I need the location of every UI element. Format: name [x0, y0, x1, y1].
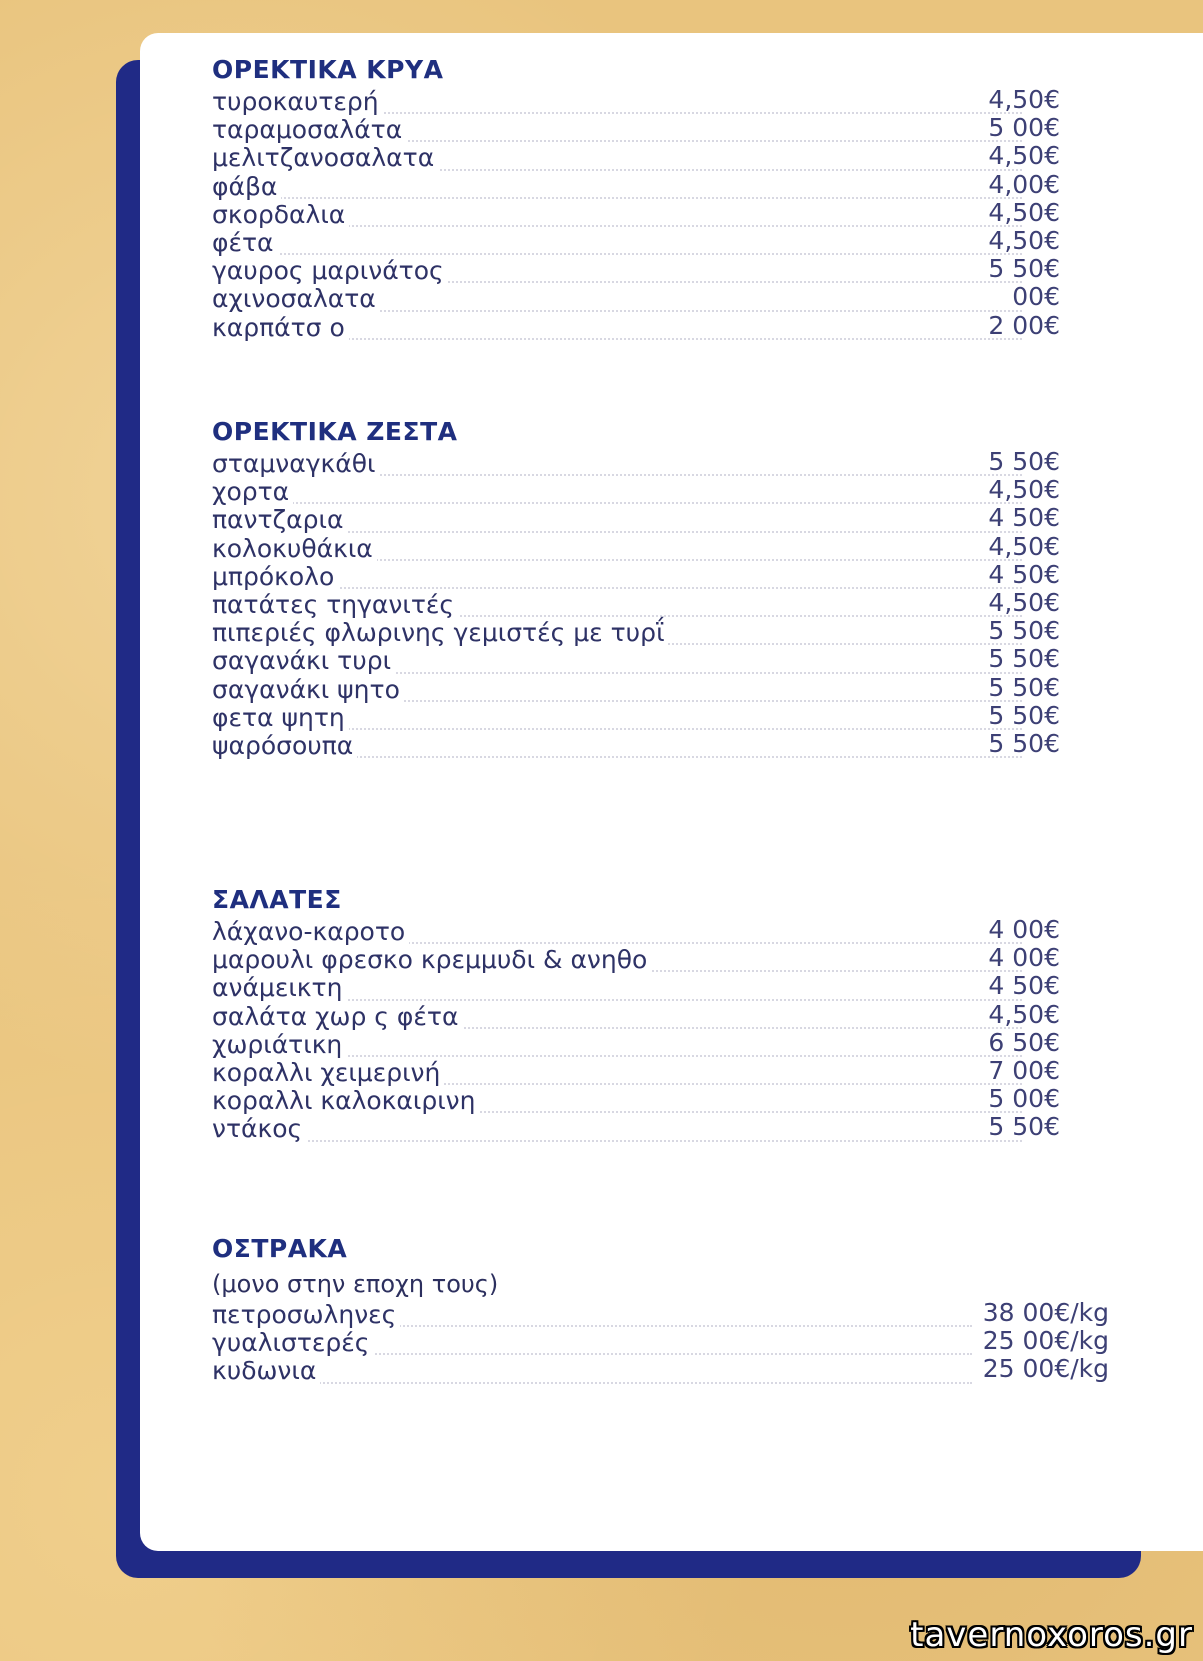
item-price: 38 00€/kg — [982, 1298, 1109, 1327]
item-price: 6 50€ — [988, 1027, 1060, 1057]
item-price: 4 50€ — [988, 559, 1060, 589]
menu-item — [212, 644, 1112, 676]
item-price: 00€ — [1012, 282, 1060, 312]
item-price: 4 50€ — [988, 503, 1060, 533]
item-name: ανάμεικτη — [212, 974, 346, 1002]
item-price: 25 00€/kg — [982, 1354, 1109, 1384]
section-hot-appetizers — [212, 414, 1112, 760]
menu-item — [212, 531, 1112, 563]
item-name: κοραλλι καλοκαιρινη — [212, 1087, 480, 1115]
item-price: 5 50€ — [988, 700, 1060, 730]
menu-item — [212, 672, 1112, 704]
menu-items — [212, 85, 1112, 342]
menu-item — [212, 475, 1112, 507]
dot-leader — [212, 502, 1022, 504]
menu-item — [212, 447, 1112, 478]
season-note: (μονο στην εποχη τους) — [212, 1270, 499, 1298]
section-shellfish — [212, 1231, 1112, 1386]
item-price: 5 50€ — [988, 254, 1060, 284]
item-name: σαγανάκι τυρι — [212, 647, 395, 675]
item-name: αχινοσαλατα — [212, 285, 380, 313]
item-price: 4,50€ — [988, 475, 1060, 505]
menu-item — [212, 141, 1112, 173]
item-name: καρπάτσ ο — [212, 314, 349, 342]
dot-leader — [212, 1140, 1022, 1142]
menu-item — [212, 1298, 1112, 1329]
item-price: 4,50€ — [988, 197, 1060, 227]
menu-item — [212, 728, 1112, 760]
item-name: ταραμοσαλάτα — [212, 116, 406, 144]
menu-item — [212, 587, 1112, 619]
item-price: 4,50€ — [988, 587, 1060, 617]
menu-item — [212, 915, 1112, 946]
item-name: πατάτες τηγανιτές — [212, 591, 458, 619]
menu-item — [212, 503, 1112, 535]
item-name: παντζαρια — [212, 506, 347, 534]
dot-leader — [212, 1382, 972, 1384]
item-price: 4 00€ — [988, 915, 1060, 944]
item-price: 4 50€ — [988, 971, 1060, 1001]
item-price: 5 50€ — [988, 616, 1060, 646]
item-price: 5 00€ — [988, 113, 1060, 143]
menu-item — [212, 169, 1112, 201]
menu-items — [212, 1298, 1112, 1386]
menu-item — [212, 282, 1112, 314]
item-price: 4,00€ — [988, 169, 1060, 199]
item-name: λάχανο-καροτο — [212, 918, 409, 946]
menu-item — [212, 197, 1112, 229]
item-name: ντάκος — [212, 1115, 306, 1143]
item-price: 5 50€ — [988, 728, 1060, 758]
menu-item — [212, 943, 1112, 975]
menu-item — [212, 225, 1112, 257]
item-price: 25 00€/kg — [982, 1326, 1109, 1356]
menu-item — [212, 85, 1112, 116]
item-name: φέτα — [212, 229, 278, 257]
menu-item — [212, 1112, 1112, 1144]
menu-item — [212, 1326, 1112, 1358]
section-title: ΟΡΕΚΤΙΚΑ ΖΕΣΤΑ — [212, 417, 458, 446]
dot-leader — [212, 197, 1022, 199]
item-price: 4,50€ — [988, 85, 1060, 114]
item-price: 4,50€ — [988, 999, 1060, 1029]
item-name: φάβα — [212, 173, 281, 201]
item-name: γαυρος μαρινάτος — [212, 257, 448, 285]
item-price: 7 00€ — [988, 1055, 1060, 1085]
menu-item — [212, 1354, 1112, 1386]
menu-items — [212, 447, 1112, 760]
section-salads — [212, 882, 1112, 1144]
item-name: σαγανάκι ψητο — [212, 676, 404, 704]
dot-leader — [212, 253, 1022, 255]
menu-item — [212, 1027, 1112, 1059]
item-name: πετροσωληνες — [212, 1301, 400, 1329]
menu-item — [212, 310, 1112, 342]
item-price: 5 50€ — [988, 644, 1060, 674]
item-price: 5 50€ — [988, 1112, 1060, 1142]
item-name: φετα ψητη — [212, 704, 349, 732]
menu-item — [212, 559, 1112, 591]
section-cold-appetizers — [212, 52, 1112, 342]
item-name: σαλάτα χωρ ς φέτα — [212, 1003, 462, 1031]
site-watermark: tavernoxoros.gr — [910, 1615, 1193, 1655]
item-price: 4 00€ — [988, 943, 1060, 973]
item-name: κολοκυθάκια — [212, 535, 377, 563]
item-price: 2 00€ — [988, 310, 1060, 340]
item-name: κυδωνια — [212, 1357, 320, 1385]
menu-item — [212, 113, 1112, 145]
item-name: μαρουλι φρεσκο κρεμμυδι & ανηθο — [212, 946, 651, 974]
menu-item — [212, 1055, 1112, 1087]
item-name: μπρόκολο — [212, 563, 338, 591]
item-name: μελιτζανοσαλατα — [212, 144, 438, 172]
item-price: 4,50€ — [988, 141, 1060, 171]
menu-item — [212, 999, 1112, 1031]
item-price: 4,50€ — [988, 531, 1060, 561]
menu-item — [212, 971, 1112, 1003]
item-name: σκορδαλια — [212, 201, 349, 229]
item-name: σταμναγκάθι — [212, 450, 380, 478]
item-name: πιπεριές φλωρινης γεμιστές με τυρΐ — [212, 619, 668, 647]
item-name: χωριάτικη — [212, 1031, 346, 1059]
section-title: ΟΡΕΚΤΙΚΑ ΚΡΥΑ — [212, 55, 444, 84]
item-name: κοραλλι χειμερινή — [212, 1059, 444, 1087]
menu-item — [212, 700, 1112, 732]
item-price: 4,50€ — [988, 225, 1060, 255]
item-price: 5 50€ — [988, 672, 1060, 702]
item-name: τυροκαυτερή — [212, 88, 383, 116]
item-name: γυαλιστερές — [212, 1329, 373, 1357]
menu-item — [212, 254, 1112, 286]
section-title: ΟΣΤΡΑΚΑ — [212, 1234, 348, 1263]
item-price: 5 00€ — [988, 1084, 1060, 1114]
menu-items — [212, 915, 1112, 1144]
menu-item — [212, 1084, 1112, 1116]
section-title: ΣΑΛΑΤΕΣ — [212, 885, 342, 914]
item-name: χορτα — [212, 478, 293, 506]
menu-item — [212, 616, 1112, 648]
item-name: ψαρόσουπα — [212, 732, 357, 760]
item-price: 5 50€ — [988, 447, 1060, 476]
